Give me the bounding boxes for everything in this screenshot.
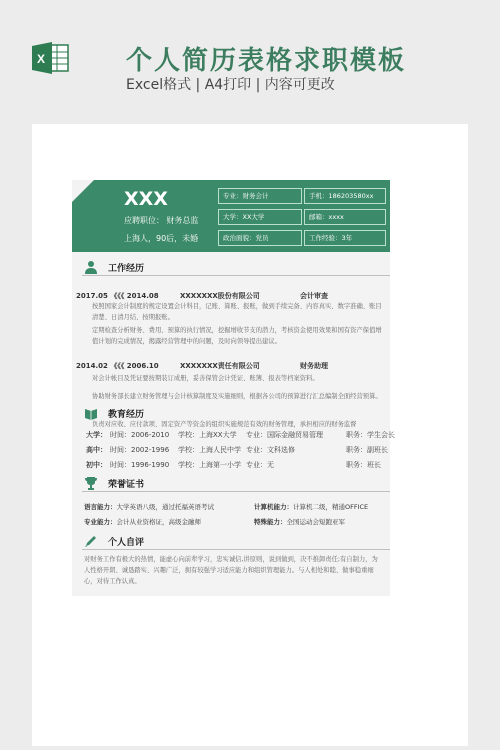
self-eval-text: 对财务工作有极大的热情，能虚心向前辈学习，忠实诚信,讲原则，说到做到，决不推卸责任;有自制力，为人性格开朗、诚恳踏实、兴趣广泛，拥有较强学习适应能力和组织管理能力。与人相处和睦、做事稳重细心，对待工作认真。 — [84, 556, 378, 585]
education-row: 初中： 时间：1996-1990 学校：上海第一小学 专业：无 职务：班长 — [86, 461, 381, 469]
job-company: XXXXXXX股份有限公司 — [180, 292, 260, 300]
section-divider — [82, 549, 390, 550]
profile-name: XXX — [124, 188, 168, 210]
honor-item: 特殊能力：全国运动会短跑亚军 — [254, 518, 345, 526]
job-company: XXXXXXX责任有限公司 — [180, 362, 260, 370]
honor-item: 计算机能力：计算机二级，精通OFFICE — [254, 503, 369, 511]
book-icon — [84, 406, 98, 420]
section-divider — [82, 491, 390, 492]
work-section-title: 工作经历 — [108, 264, 145, 274]
honors-section-title: 荣誉证书 — [108, 480, 145, 490]
job-period: 2017.05 《《《 2014.08 — [76, 292, 159, 300]
email-field: 邮箱：xxxx — [304, 209, 386, 225]
politics-field: 政治面貌：党员 — [218, 230, 302, 246]
experience-field: 工作经验：3年 — [304, 230, 386, 246]
education-section-title: 教育经历 — [108, 410, 145, 420]
profile-position: 应聘职位： 财务总监 — [124, 216, 199, 225]
education-row: 高中： 时间：2002-1996 学校：上海人民中学 专业：文科选修 职务：副班长 — [86, 446, 388, 454]
education-row: 大学： 时间：2006-2010 学校：上海XX大学 专业：国际金融贸易管理 职务：学生会长 — [86, 431, 395, 439]
page-title: 个人简历表格求职模板 — [126, 46, 407, 76]
document-sheet — [32, 124, 468, 746]
page-subtitle: Excel格式 | A4打印 | 内容可更改 — [126, 77, 335, 93]
job-description: 按照国家会计制度的规定设置会计科目，记账、算账、报账，做到手续完备、内容真实、数字准确、账目清楚、日清月结、按期报账。 — [92, 303, 382, 321]
job-description: 对会计帐目及凭证要按期装订成册，妥善保管会计凭证、账簿、报表等档案资料。 — [92, 375, 319, 382]
pen-icon — [84, 534, 98, 548]
honor-item: 专业能力：会计从业资格证，高级金融师 — [84, 518, 201, 526]
excel-icon — [32, 42, 70, 74]
major-field: 专业：财务会计 — [218, 188, 302, 204]
resume-card — [72, 180, 395, 596]
job-period: 2014.02 《《《 2006.10 — [76, 362, 159, 370]
section-divider — [82, 275, 390, 276]
job-description: 负责对应收、应付款项、固定资产等资金的组织实施规范有效的财务管理，承担相应的财务监督 — [92, 421, 357, 428]
job-description: 定期检查分析财务、费用、预算的执行情况，挖掘增收节支的潜力，考核资金使用效果和国有资产保值增值计划的完成情况，揭露经营管理中的问题，及时向领导提出建议。 — [92, 327, 382, 345]
honor-item: 语言能力：大学英语八级，通过托福英语考试 — [84, 503, 214, 511]
education-section-header — [72, 404, 390, 422]
profile-basic-info: 上海人，90后，未婚 — [124, 234, 199, 243]
job-description: 协助财务部长建立财务管理与会计核算制度及实施细则，根据各公司的预算进行汇总编制全面经营预算。 — [92, 393, 382, 400]
honors-section-header — [72, 474, 390, 492]
self-eval-section-title: 个人自评 — [108, 538, 145, 548]
university-field: 大学：XX大学 — [218, 209, 302, 225]
person-icon — [84, 260, 98, 274]
work-section-header — [72, 258, 390, 276]
job-role: 财务助理 — [300, 362, 328, 370]
job-role: 会计审查 — [300, 292, 328, 300]
phone-field: 手机：186203580xx — [304, 188, 386, 204]
trophy-icon — [84, 476, 98, 490]
svg-text:X: X — [37, 52, 46, 66]
self-eval-section-header — [72, 532, 390, 550]
